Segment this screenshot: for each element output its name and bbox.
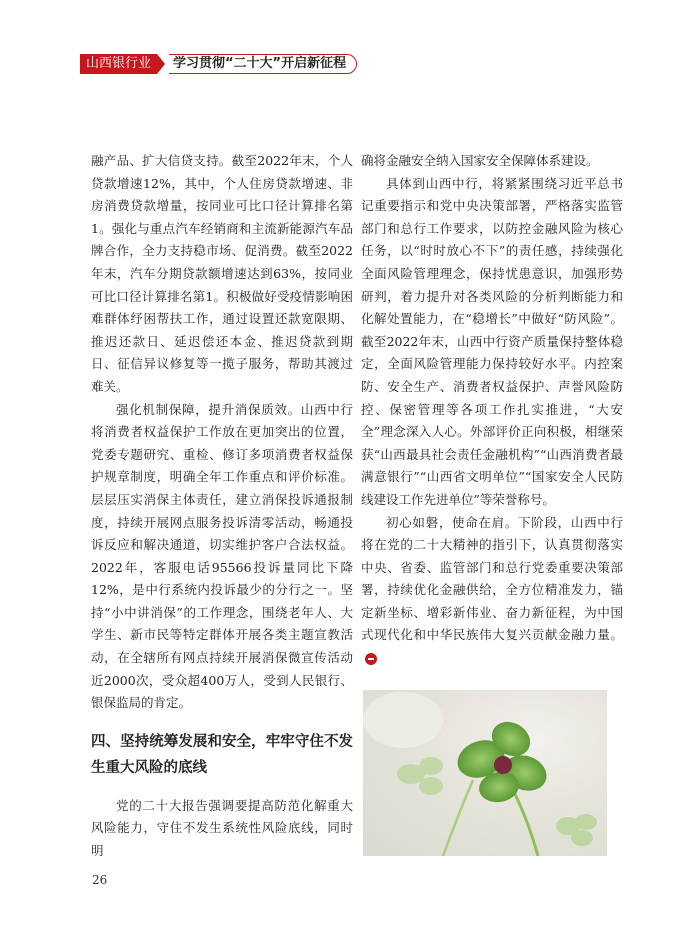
left-column — [91, 150, 353, 863]
page-number: 26 — [92, 873, 108, 887]
clover-photo — [363, 690, 607, 856]
header-arrow-icon — [157, 54, 165, 74]
left-paragraph-2: 强化机制保障，提升消保质效。山西中行将消费者权益保护工作放在更加突出的位置，党委专题研究、重检、修订多项消费者权益保护规章制度，明确全年工作重点和评价标准。层层压实消保主体责任，建立消保投诉通报制度，持续开展网点服务投诉清零活动，畅通投诉反应和解决通道，切实维护客户合法权益。2022年，客服电话95566投诉量同比下降12%，是中行系统内投诉最少的分行之一。坚持“小中讲消保”的工作理念，围绕老年人、大学生、新市民等特定群体开展各类主题宣教活动，在全辖所有网点持续开展消保微宣传活动近2000次，受众超400万人，受到人民银行、银保监局的肯定。 — [91, 401, 353, 711]
end-of-article-icon — [365, 653, 377, 665]
right-paragraph-1: 确将金融安全纳入国家安全保障体系建设。 — [361, 153, 599, 168]
header-badge: 山西银行业 — [80, 54, 157, 74]
clover-illustration — [363, 690, 607, 856]
right-paragraph-2: 具体到山西中行，将紧紧围绕习近平总书记重要指示和党中央决策部署，严格落实监管部门和总行工作要求，以防控金融风险为核心任务，以“时时放心不下”的责任感，持续强化全面风险管理理念，保持忧患意识，加强形势研判，着力提升对各类风险的分析判断能力和化解处置能力，在“稳增长”中做好“防风险”。截至2022年末，山西中行资产质量保持整体稳定，全面风险管理能力保持较好水平。内控案防、安全生产、消费者权益保护、声誉风险防控、保密管理等各项工作扎实推进，“大安全”理念深入人心。外部评价正向积极，相继荣获“山西最具社会责任金融机构”“山西消费者最满意银行”“山西省文明单位”“国家安全人民防线建设工作先进单位”等荣誉称号。 — [361, 175, 623, 507]
right-paragraph-3-text: 初心如磐，使命在肩。下阶段，山西中行将在党的二十大精神的指引下，认真贯彻落实中央、省委、监管部门和总行党委重要决策部署，持续优化金融供给，全方位精准发力，锚定新坐标、增彩新伟业、奋力新征程，为中国式现代化和中华民族伟大复兴贡献金融力量。 — [361, 514, 623, 643]
header-title: 学习贯彻“二十大”开启新征程 — [169, 54, 357, 74]
section-heading: 四、坚持统筹发展和安全，牢牢守住不发生重大风险的底线 — [91, 733, 353, 776]
left-paragraph-3: 党的二十大报告强调要提高防范化解重大风险能力，守住不发生系统性风险底线，同时明 — [91, 797, 353, 859]
running-header — [80, 54, 357, 74]
right-column — [361, 150, 623, 670]
left-paragraph-1: 融产品、扩大信贷支持。截至2022年末，个人贷款增速12%，其中，个人住房贷款增速、非房消费贷款增量，按同业可比口径计算排名第1。强化与重点汽车经销商和主流新能源汽车品牌合作，全力支持稳市场、促消费。截至2022年末，汽车分期贷款额增速达到63%，按同业可比口径计算排名第1。积极做好受疫情影响困难群体纾困帮扶工作，通过设置还款宽限期、推迟还款日、延迟偿还本金、推迟贷款到期日、征信异议修复等一揽子服务，帮助其渡过难关。 — [91, 153, 353, 394]
right-paragraph-3 — [361, 512, 623, 670]
